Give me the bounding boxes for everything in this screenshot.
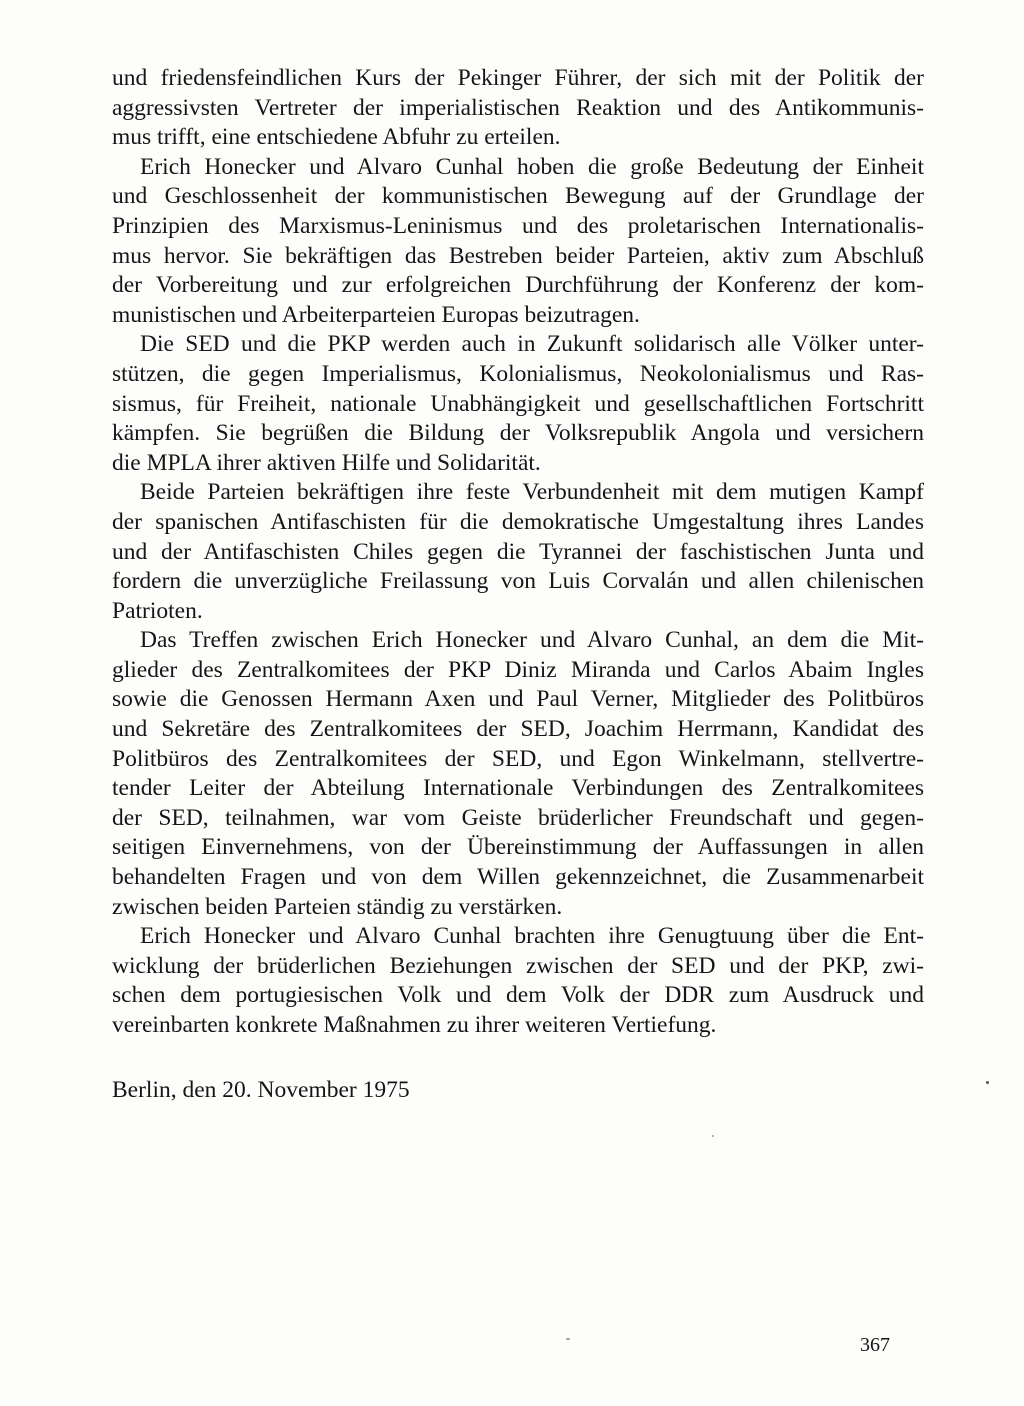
body-text [112,64,924,1041]
text-line: wicklung der brüderlichen Beziehungen zwischen der SED und der PKP, zwi- [112,952,924,979]
text-line: der spanischen Antifaschisten für die demokratische Umgestaltung ihres Landes [112,508,924,535]
text-line: schen dem portugiesischen Volk und dem Volk der DDR zum Ausdruck und [112,982,924,1009]
paragraph-6 [112,922,924,1040]
text-line: Die SED und die PKP werden auch in Zukunft solidarisch alle Völker unter- [140,331,924,358]
text-line: behandelten Fragen und von dem Willen gekennzeichnet, die Zusammenarbeit [112,864,924,891]
text-line: vereinbarten konkrete Maßnahmen zu ihrer weiteren Vertiefung. [112,1012,717,1038]
page-number: 367 [860,1334,890,1356]
text-line: Das Treffen zwischen Erich Honecker und Alvaro Cunhal, an dem die Mit- [140,627,924,654]
text-line: sowie die Genossen Hermann Axen und Paul Verner, Mitglieder des Politbüros [112,686,924,713]
paragraph-1 [112,64,924,153]
text-line: mus hervor. Sie bekräftigen das Bestreben beider Parteien, aktiv zum Abschluß [112,242,924,269]
text-line: der SED, teilnahmen, war vom Geiste brüderlicher Freundschaft und gegen- [112,804,924,831]
paragraph-2 [112,153,924,331]
text-line: Beide Parteien bekräftigen ihre feste Verbundenheit mit dem mutigen Kampf [140,479,924,506]
text-line: und der Antifaschisten Chiles gegen die Tyrannei der faschistischen Junta und [112,538,924,565]
paragraph-3 [112,330,924,478]
text-line: mus trifft, eine entschiedene Abfuhr zu erteilen. [112,124,561,151]
paragraph-4 [112,478,924,626]
text-line: die MPLA ihrer aktiven Hilfe und Solidarität. [112,449,541,476]
text-line: zwischen beiden Parteien ständig zu verstärken. [112,893,563,920]
place-and-date: Berlin, den 20. November 1975 [112,1077,410,1103]
text-line: Politbüros des Zentralkomitees der SED, und Egon Winkelmann, stellvertre- [112,745,924,772]
text-line: tender Leiter der Abteilung Internationale Verbindungen des Zentralkomitees [112,775,924,802]
text-line: sismus, für Freiheit, nationale Unabhängigkeit und gesellschaftlichen Fortschritt [112,390,924,417]
text-line: seitigen Einvernehmens, von der Übereinstimmung der Auffassungen in allen [112,834,924,861]
text-line: kämpfen. Sie begrüßen die Bildung der Volksrepublik Angola und versichern [112,420,924,447]
text-line: aggressivsten Vertreter der imperialistischen Reaktion und des Antikommunis- [112,94,924,121]
scan-speck [986,1081,989,1084]
text-line: munistischen und Arbeiterparteien Europas beizutragen. [112,301,640,328]
text-line: und friedensfeindlichen Kurs der Pekinger Führer, der sich mit der Politik der [112,65,924,91]
text-line: Erich Honecker und Alvaro Cunhal hoben die große Bedeutung der Einheit [140,153,924,180]
text-line: stützen, die gegen Imperialismus, Kolonialismus, Neokolonialismus und Ras- [112,360,924,387]
text-line: Patrioten. [112,597,203,624]
text-line: Prinzipien des Marxismus-Leninismus und des proletarischen Internationalis- [112,212,924,239]
text-line: fordern die unverzügliche Freilassung von Luis Corvalán und allen chilenischen [112,568,924,595]
text-line: Erich Honecker und Alvaro Cunhal brachten ihre Genugtuung über die Ent- [140,923,924,950]
paragraph-5 [112,626,924,922]
text-line: der Vorbereitung und zur erfolgreichen Durchführung der Konferenz der kom- [112,272,924,299]
text-line: und Sekretäre des Zentralkomitees der SED, Joachim Herrmann, Kandidat des [112,716,924,743]
text-line: glieder des Zentralkomitees der PKP Diniz Miranda und Carlos Abaim Ingles [112,656,924,683]
scan-speck [566,1338,570,1340]
text-line: und Geschlossenheit der kommunistischen Bewegung auf der Grundlage der [112,183,924,210]
scan-speck [712,1135,714,1137]
